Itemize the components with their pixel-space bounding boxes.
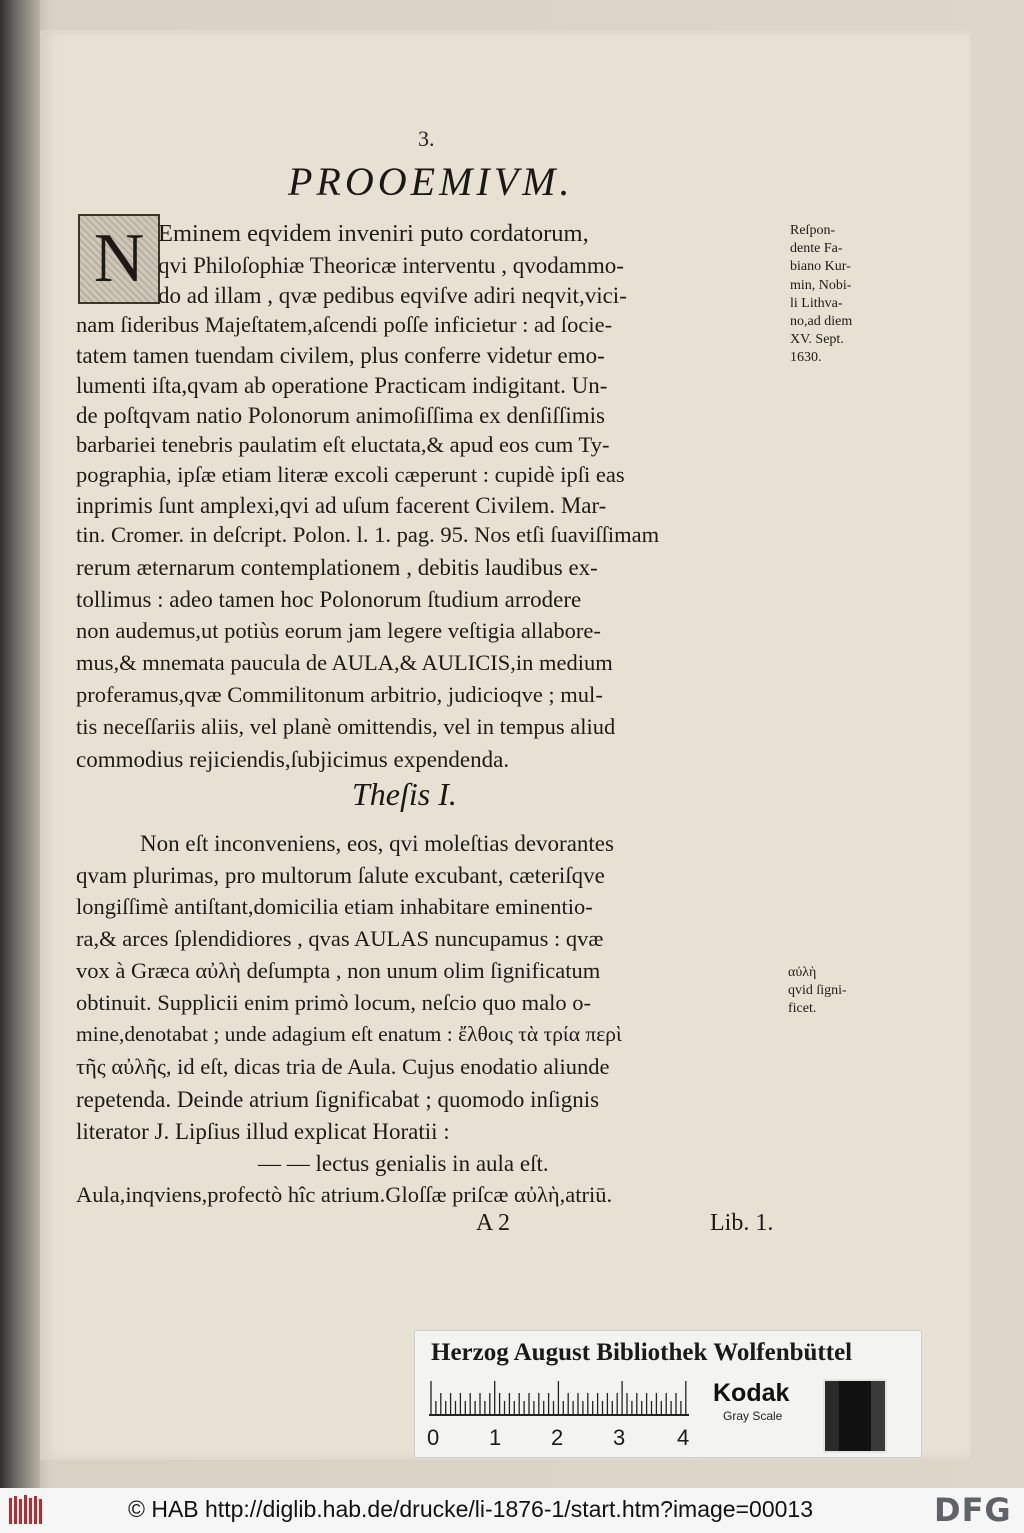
text-line: mus,& mnemata paucula de AULA,& AULICIS,in medium <box>76 650 613 675</box>
margin-note-line: li Lithva- <box>790 295 843 311</box>
margin-note-line: biano Kur- <box>790 259 851 275</box>
margin-note-line: min, Nobi- <box>790 277 852 293</box>
signature-mark: A 2 <box>476 1210 511 1236</box>
library-label <box>414 1330 922 1458</box>
text-line: proferamus,qvæ Commilitonum arbitrio, judicioqve ; mul- <box>76 682 603 707</box>
text-line: tis neceſſariis aliis, vel planè omittendis, vel in tempus aliud <box>76 714 616 739</box>
library-name: Herzog August Bibliothek Wolfenbüttel <box>431 1339 853 1366</box>
text-line: Eminem eqvidem inveniri puto cordatorum, <box>158 220 589 247</box>
page-title: PROOEMIVM. <box>288 159 574 204</box>
text-line: commodius rejiciendis,ſubjicimus expendenda. <box>76 747 510 772</box>
kodak-logo: Kodak <box>713 1379 790 1407</box>
page-number: 3. <box>418 126 435 151</box>
text-line: rerum æternarum contemplationem , debitis laudibus ex- <box>76 555 598 580</box>
footer-bar <box>0 1488 1024 1533</box>
margin-note-line: qvid ſigni- <box>788 983 847 999</box>
gray-swatch <box>823 1379 887 1453</box>
text-line: vox à Græca αὐλὴ deſumpta , non unum olim ſignificatum <box>76 958 601 983</box>
gray-scale-text: Gray Scale <box>723 1409 783 1423</box>
copyright-url[interactable]: © HAB http://diglib.hab.de/drucke/li-1876-1/start.htm?image=00013 <box>128 1496 813 1522</box>
text-line: do ad illam , qvæ pedibus eqviſve adiri neqvit,vici- <box>158 283 627 308</box>
ruler-number: 0 <box>427 1425 440 1450</box>
text-line: Non eſt inconveniens, eos, qvi moleſtias devorantes <box>140 831 614 856</box>
ruler-number: 2 <box>551 1425 564 1450</box>
text-line: qvam plurimas, pro multorum ſalute excubant, cæteriſqve <box>76 863 605 888</box>
text-line: longiſſimè antiſtant,domicilia etiam inhabitare eminentio- <box>76 894 593 919</box>
hab-books-icon <box>8 1494 46 1526</box>
margin-note-line: XV. Sept. <box>790 332 844 348</box>
text-line: qvi Philoſophiæ Theoricæ interventu , qvodammo- <box>158 253 624 278</box>
margin-note-line: no,ad diem <box>790 313 853 329</box>
text-line: obtinuit. Supplicii enim primò locum, neſcio quo malo o- <box>76 990 591 1015</box>
text-line: nam ſideribus Majeſtatem,aſcendi poſſe inficietur : ad ſocie- <box>76 312 613 337</box>
text-line: tin. Cromer. in deſcript. Polon. l. 1. pag. 95. Nos etſi ſuaviſſimam <box>76 522 660 547</box>
margin-note-line: αὐλὴ <box>788 965 817 980</box>
text-line: Aula,inqviens,profectò hîc atrium.Gloſſæ priſcæ αὐλὴ,atriū. <box>76 1182 613 1207</box>
text-line: non audemus,ut potiùs eorum jam legere veſtigia allabore- <box>76 618 601 643</box>
quote-line: — — lectus genialis in aula eſt. <box>258 1151 549 1176</box>
margin-note-line: ficet. <box>788 1001 817 1017</box>
margin-note-line: dente Fa- <box>790 241 843 257</box>
margin-note <box>790 222 852 368</box>
text-line: inprimis ſunt amplexi,qvi ad uſum facerent Civilem. Mar- <box>76 493 607 518</box>
text-line: de poſtqvam natio Polonorum animoſiſſima ex denſiſſimis <box>76 403 605 428</box>
text-line: lumenti iſta,qvam ab operatione Practicam indigitant. Un- <box>76 373 608 398</box>
text-line: tatem tamen tuendam civilem, plus conferre videtur emo- <box>76 343 605 368</box>
margin-note-line: Reſpon- <box>790 223 836 238</box>
text-line: literator J. Lipſius illud explicat Horatii : <box>76 1119 450 1144</box>
text-line: tollimus : adeo tamen hoc Polonorum ſtudium arrodere <box>76 587 582 612</box>
text-line: pographia, ipſæ etiam literæ excoli cæperunt : cupidè ipſi eas <box>76 462 625 487</box>
margin-note-line: 1630. <box>790 350 822 366</box>
catchword: Lib. 1. <box>710 1210 774 1236</box>
thesis-heading: Theſis I. <box>352 776 457 812</box>
margin-note <box>788 964 847 1019</box>
text-line: ra,& arces ſplendidiores , qvas AULAS nuncupamus : qvæ <box>76 926 604 951</box>
text-line: barbariei tenebris paulatim eſt eluctata,& apud eos cum Ty- <box>76 432 610 457</box>
ruler-number: 4 <box>677 1425 690 1450</box>
drop-cap-initial: N <box>78 214 160 304</box>
text-line: τῆς αὐλῆς, id eſt, dicas tria de Aula. Cujus enodatio aliunde <box>76 1054 610 1079</box>
ruler-number: 1 <box>489 1425 502 1450</box>
book-binding-edge <box>0 0 40 1488</box>
dfg-logo: DFG <box>934 1491 1012 1529</box>
text-line: mine,denotabat ; unde adagium eſt enatum : ἔλθοις τὰ τρία περὶ <box>76 1022 622 1046</box>
scale-ruler <box>429 1379 701 1417</box>
ruler-number: 3 <box>613 1425 626 1450</box>
text-line: repetenda. Deinde atrium ſignificabat ; quomodo inſignis <box>76 1087 600 1112</box>
